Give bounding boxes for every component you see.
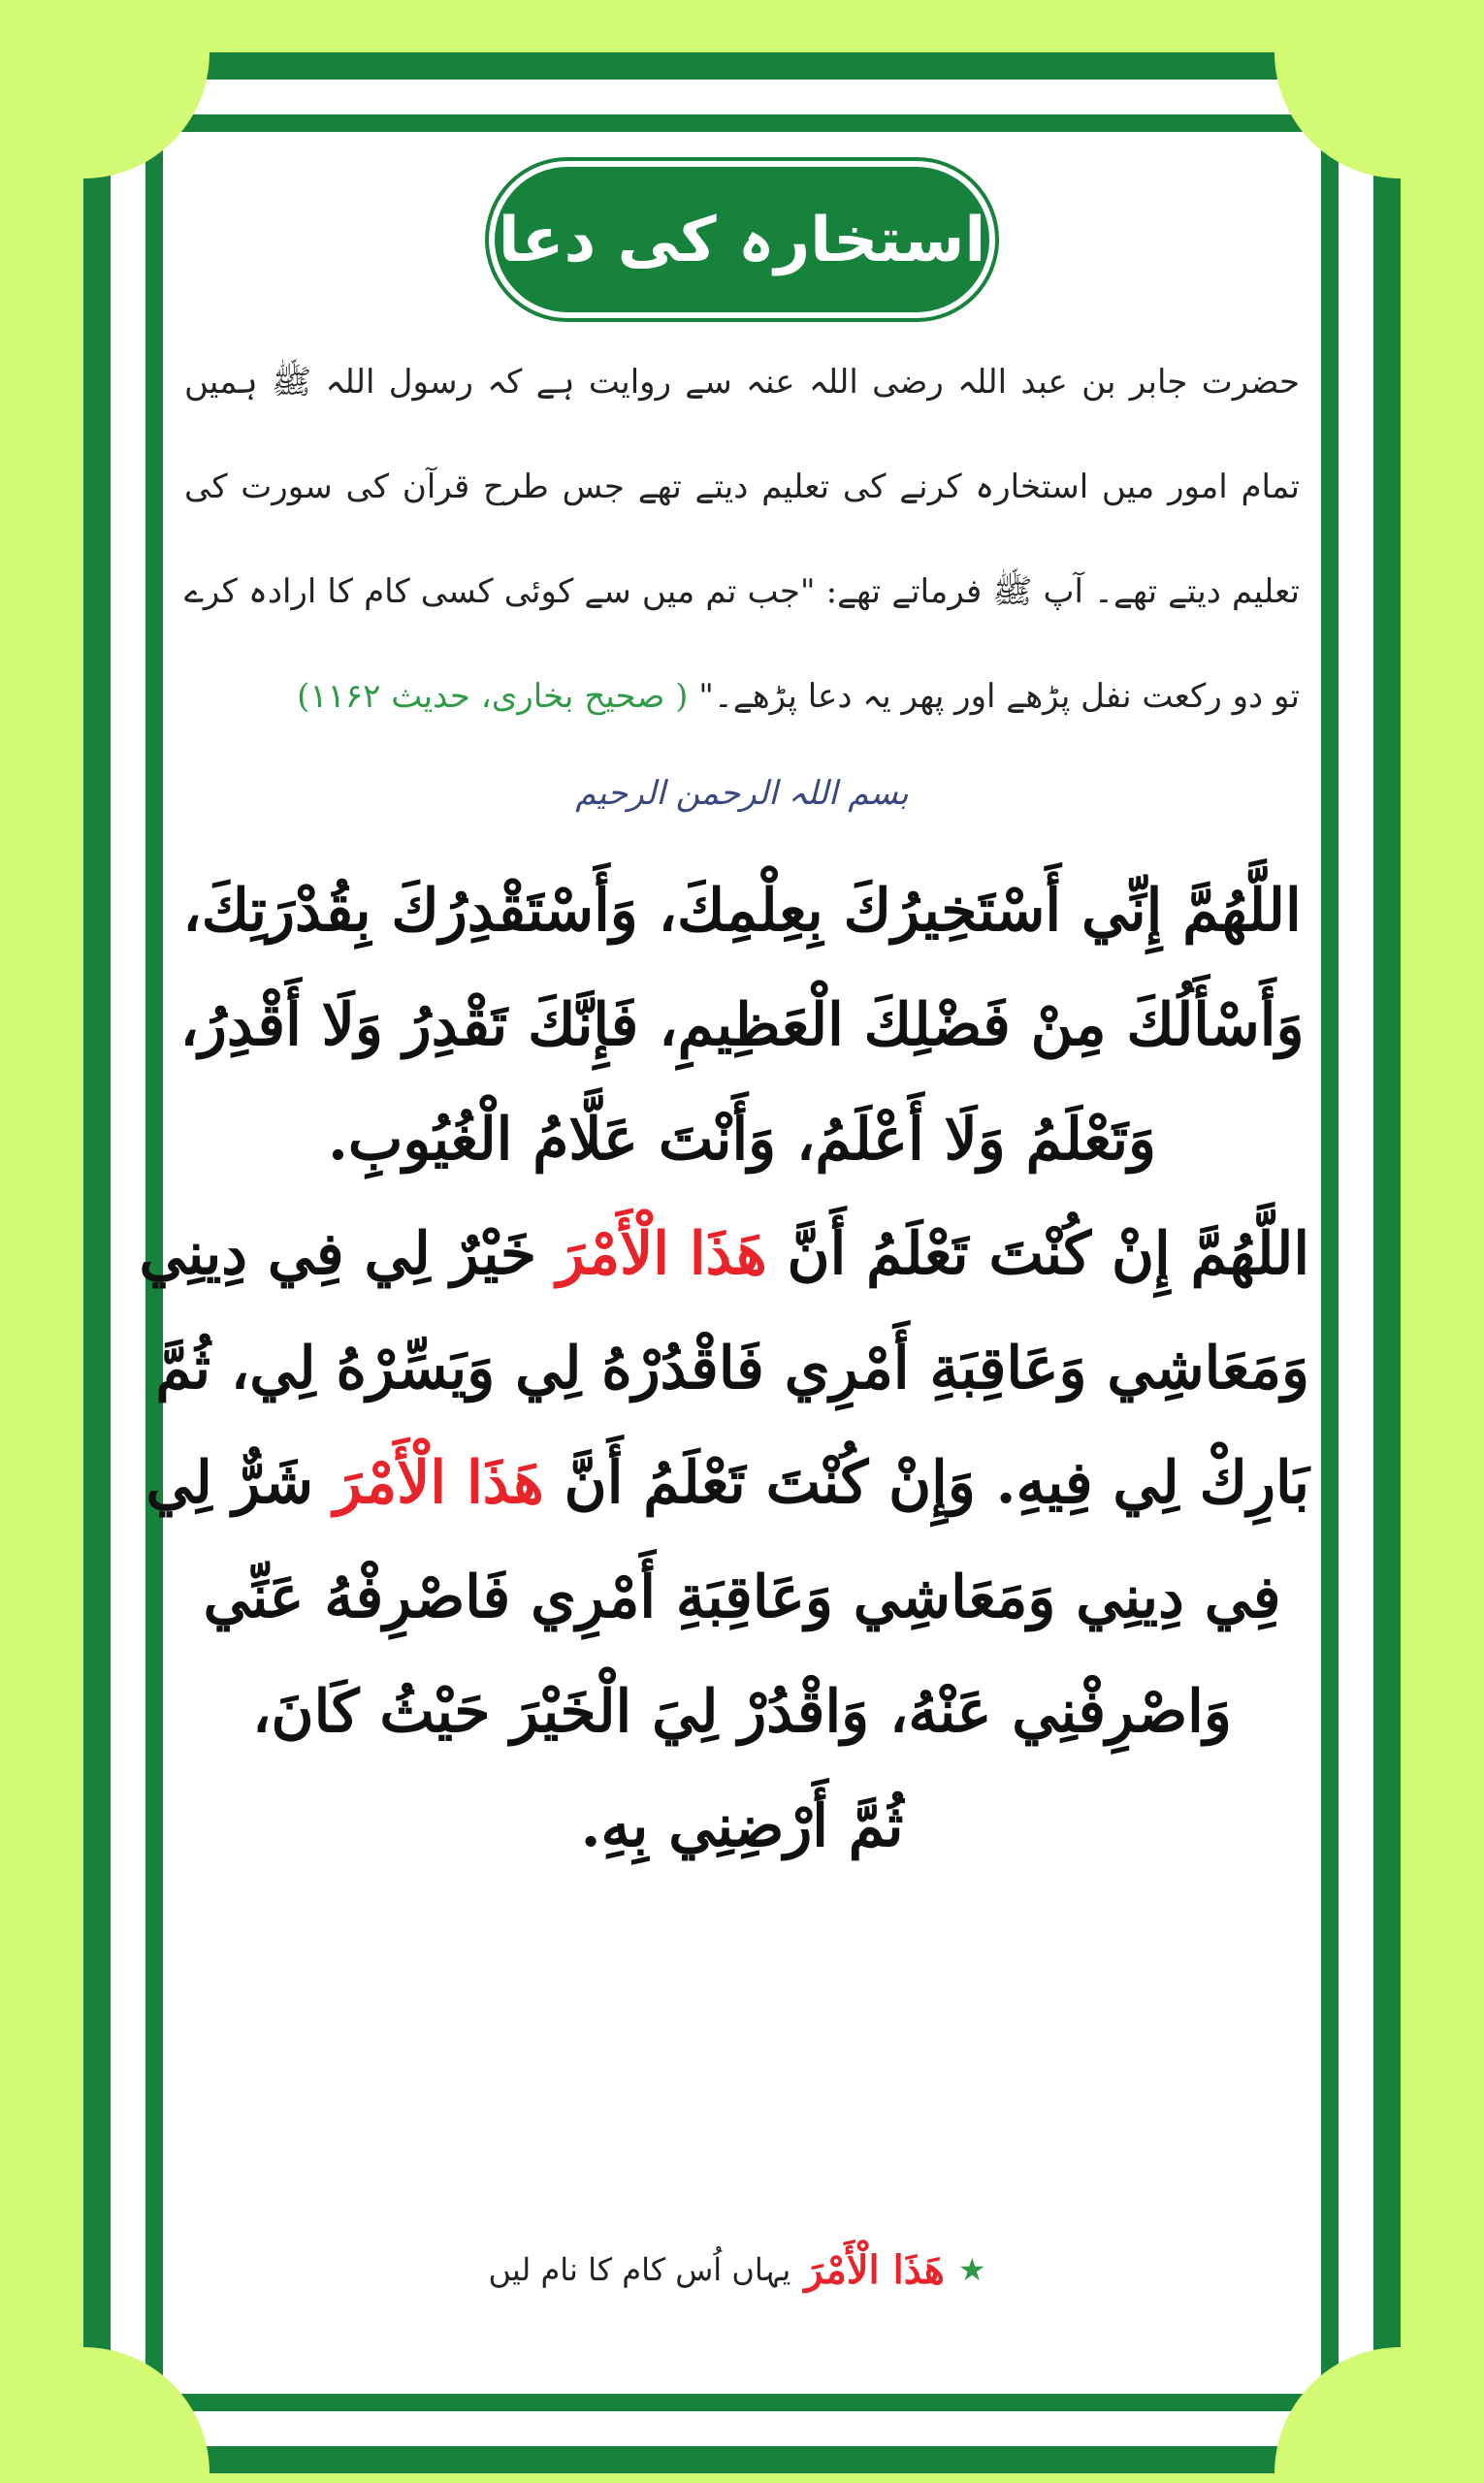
dua-line-1: اللَّهُمَّ إِنِّي أَسْتَخِيرُكَ بِعِلْمِكَ، وَأَسْتَقْدِرُكَ بِقُدْرَتِكَ،: [182, 877, 1302, 945]
dua-line-9: ثُمَّ أَرْضِنِي بِهِ.: [580, 1792, 904, 1860]
intro-line-3: آپ ﷺ فرماتے تھے: "جب تم میں سے کوئی کسی کام کا ارادہ کرے تو دو رکعت نفل: [184, 572, 1300, 716]
intro-line-4: پڑھے اور پھر یہ دعا پڑھے۔": [698, 677, 1071, 716]
highlight-hadha-al-amr: هَذَا الْأَمْرَ: [556, 1220, 767, 1288]
footnote-urdu: یہاں اُس کام کا نام لیں: [488, 2251, 791, 2288]
bismillah-calligraphy: بسم اللہ الرحمن الرحیم: [575, 773, 909, 813]
dua-line-6-end: شَرٌّ لِي: [145, 1449, 314, 1517]
title-badge: [495, 167, 989, 312]
dua-text: [139, 854, 1309, 1884]
dua-line-6-start: بَارِكْ لِي فِيهِ. وَإِنْ كُنْتَ تَعْلَمُ أَنَّ: [564, 1449, 1309, 1517]
dua-line-2: وَأَسْأَلُكَ مِنْ فَضْلِكَ الْعَظِيمِ، فَإِنَّكَ تَقْدِرُ وَلَا أَقْدِرُ،: [179, 991, 1305, 1059]
footnote: [466, 2241, 1009, 2299]
dua-line-6: [145, 1426, 1309, 1540]
intro-line-1: حضرت جابر بن عبد اللہ رضی اللہ عنہ سے روایت ہے کہ رسول اللہ ﷺ ہمیں تمام امور: [184, 363, 1301, 506]
dua-line-4: [139, 1197, 1309, 1311]
dua-line-7: فِي دِينِي وَمَعَاشِي وَعَاقِبَةِ أَمْرِي فَاصْرِفْهُ عَنِّي: [203, 1564, 1281, 1631]
dua-line-8: وَاصْرِفْنِي عَنْهُ، وَاقْدُرْ لِيَ الْخَيْرَ حَيْثُ كَانَ،: [252, 1678, 1232, 1746]
dua-line-4-end: خَيْرٌ لِي فِي دِينِي: [139, 1220, 536, 1288]
dua-line-5: وَمَعَاشِي وَعَاقِبَةِ أَمْرِي فَاقْدُرْهُ لِي وَيَسِّرْهُ لِي، ثُمَّ: [155, 1335, 1309, 1403]
page-title: استخارہ کی دعا: [498, 204, 986, 276]
intro-line-2: میں استخارہ کرنے کی تعلیم دیتے تھے جس طرح قرآن کی سورت کی تعلیم دیتے تھے۔: [184, 468, 1301, 611]
star-icon: ★: [957, 2251, 986, 2288]
dua-line-4-start: اللَّهُمَّ إِنْ كُنْتَ تَعْلَمُ أَنَّ: [787, 1220, 1309, 1288]
highlight-hadha-al-amr-2: هَذَا الْأَمْرَ: [333, 1449, 544, 1517]
hadith-intro: [184, 330, 1300, 749]
dua-line-3: وَتَعْلَمُ وَلَا أَعْلَمُ، وَأَنْتَ عَلَّامُ الْغُيُوبِ.: [327, 1106, 1157, 1174]
footnote-arabic: هَذَا الْأَمْرَ: [804, 2246, 945, 2293]
hadith-reference: ( صحیح بخاری، حدیث ۱۱۶۲): [297, 677, 689, 716]
